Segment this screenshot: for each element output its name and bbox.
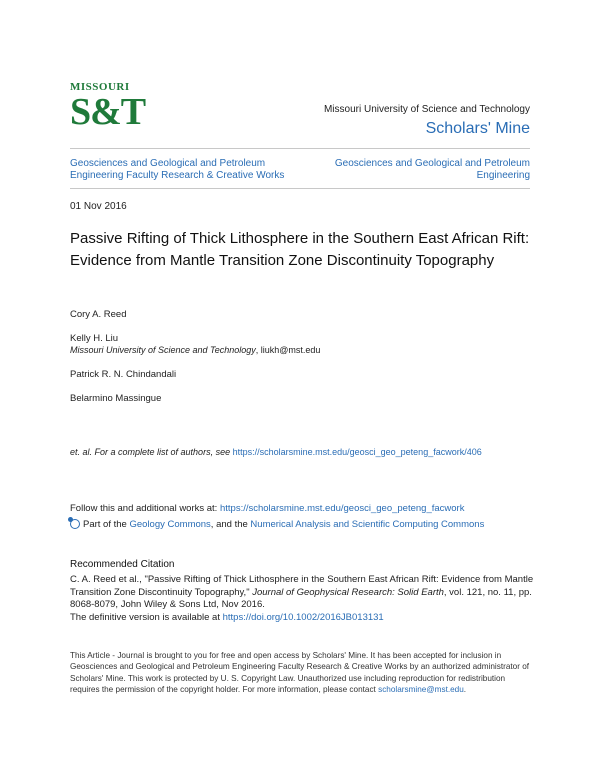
- network-icon: [70, 519, 80, 529]
- follow-text: Follow this and additional works at:: [70, 503, 220, 514]
- logo-top-text: MISSOURI: [70, 81, 130, 93]
- part-of-line: [70, 519, 484, 530]
- disclaimer-end: .: [463, 684, 467, 694]
- citation-text: C. A. Reed et al., "Passive Rifting of Thick Lithosphere in the Southern East African Rift: Evidence from Mantle Transition Zone Discontinuity Topography,": [70, 574, 534, 598]
- collection-link-left[interactable]: Geosciences and Geological and Petroleum Engineering Faculty Research & Creative Works: [70, 158, 285, 181]
- author-name: Patrick R. N. Chindandali: [70, 369, 177, 380]
- etal-text: et. al. For a complete list of authors, see: [70, 447, 233, 457]
- affiliation-text: Missouri University of Science and Technology: [70, 345, 256, 355]
- top-divider: [70, 148, 530, 149]
- author-affiliation: [70, 345, 320, 355]
- doi-link[interactable]: https://doi.org/10.1002/2016JB013131: [222, 611, 384, 623]
- numerical-analysis-commons-link[interactable]: Numerical Analysis and Scientific Computing Commons: [250, 519, 485, 530]
- follow-link[interactable]: https://scholarsmine.mst.edu/geosci_geo_peteng_facwork: [219, 503, 465, 514]
- journal-name: Journal of Geophysical Research: Solid Earth: [252, 586, 444, 598]
- citation-body: [70, 574, 540, 624]
- partof-mid: , and the: [210, 519, 251, 530]
- follow-line: [70, 503, 464, 514]
- repository-link[interactable]: Scholars' Mine: [425, 120, 530, 137]
- publication-date: 01 Nov 2016: [70, 201, 127, 212]
- author-name: Cory A. Reed: [70, 309, 127, 320]
- contact-email-link[interactable]: scholarsmine@mst.edu: [378, 684, 464, 694]
- collection-link-right[interactable]: Geosciences and Geological and Petroleum Engineering: [334, 158, 530, 181]
- logo-main-text: S&T: [70, 91, 146, 133]
- authors-list-link[interactable]: https://scholarsmine.mst.edu/geosci_geo_peteng_facwork/406: [232, 447, 482, 457]
- author-name: Belarmino Massingue: [70, 393, 162, 404]
- disclaimer: [70, 650, 530, 695]
- citation-heading: Recommended Citation: [70, 559, 175, 570]
- author-name: Kelly H. Liu: [70, 333, 119, 344]
- author-email: , liukh@mst.edu: [255, 345, 321, 355]
- collections-divider: [70, 188, 530, 189]
- doi-prefix: The definitive version is available at: [70, 611, 223, 623]
- university-logo: [70, 81, 146, 137]
- etal-note: [70, 447, 482, 457]
- disclaimer-text: This Article - Journal is brought to you for free and open access by Scholars' Mine. It has been accepted for inclusion in Geosciences and Geological and Petroleum Engineering Faculty Research & Creative Works by an authorized administrator of Scholars' Mine. This work is protected by U. S. Copyright Law. Unauthorized use including reproduction for redistribution requires the permission of the copyright holder. For more information, please contact: [70, 651, 530, 694]
- article-title: Passive Rifting of Thick Lithosphere in the Southern East African Rift: Evidence from Mantle Transition Zone Discontinuity Topography: [70, 230, 530, 269]
- citation-details: , vol. 121, no. 11, pp. 8068-8079, John Wiley & Sons Ltd, Nov 2016.: [70, 586, 532, 610]
- organization-name: Missouri University of Science and Technology: [323, 104, 530, 115]
- partof-prefix: Part of the: [83, 519, 130, 530]
- geology-commons-link[interactable]: Geology Commons: [129, 519, 211, 530]
